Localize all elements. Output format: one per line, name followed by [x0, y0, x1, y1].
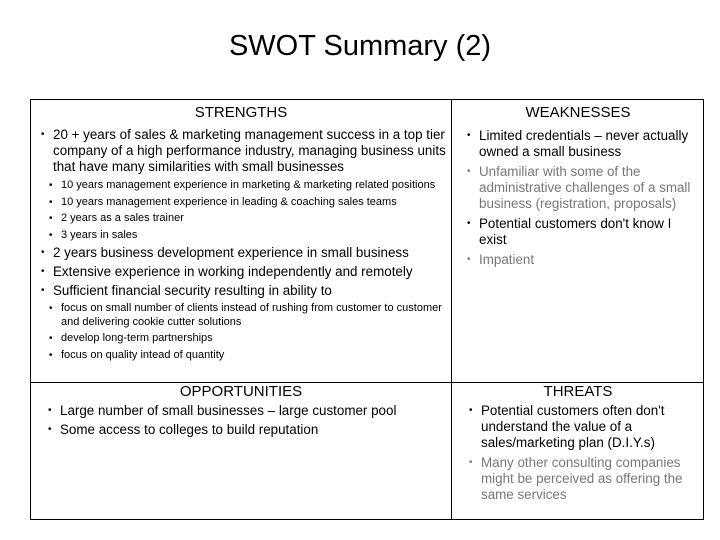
- list-item: • Large number of small businesses – large customer pool: [60, 403, 451, 419]
- list-item: • Potential customers don't know I exist: [479, 216, 702, 248]
- list-item: • develop long-term partnerships: [61, 332, 447, 346]
- list-item: • Unfamiliar with some of the administrative challenges of a small business (registration, proposals): [479, 164, 702, 212]
- list-item: • focus on quality intead of quantity: [61, 349, 447, 363]
- opportunities-list: [31, 403, 451, 438]
- strengths-sublist-a: [31, 179, 451, 242]
- weaknesses-heading: WEAKNESSES: [525, 104, 631, 121]
- list-item: • Many other consulting companies might be perceived as offering the same services: [481, 455, 702, 503]
- list-item: • 3 years in sales: [61, 229, 447, 243]
- list-item: • Potential customers often don't understand the value of a sales/marketing plan (D.I.Y.s): [481, 403, 702, 451]
- swot-grid: [30, 99, 704, 520]
- strengths-sublist-b: [31, 302, 451, 362]
- list-item: • 10 years management experience in marketing & marketing related positions: [61, 179, 447, 193]
- threats-list: [452, 403, 704, 503]
- list-item: • 2 years business development experience in small business: [53, 245, 449, 261]
- list-item: • Sufficient financial security resulting in ability to: [53, 283, 449, 299]
- strengths-quadrant: [31, 100, 451, 365]
- strengths-heading: STRENGTHS: [194, 104, 288, 121]
- list-item: • 2 years as a sales trainer: [61, 212, 447, 226]
- opportunities-heading: OPPORTUNITIES: [179, 383, 303, 400]
- page-title: SWOT Summary (2): [228, 30, 492, 62]
- strengths-list-b: [31, 245, 451, 299]
- list-item: • Impatient: [479, 252, 702, 268]
- list-item: • 20 + years of sales & marketing management success in a top tier company of a high performance industry, managing business units that have many similarities with small businesses: [53, 127, 449, 175]
- strengths-list-a: [31, 127, 451, 175]
- list-item: • Extensive experience in working independently and remotely: [53, 264, 449, 280]
- list-item: • Some access to colleges to build reputation: [60, 422, 451, 438]
- list-item: • Limited credentials – never actually owned a small business: [479, 128, 702, 160]
- threats-quadrant: [452, 383, 704, 507]
- opportunities-quadrant: [31, 383, 451, 441]
- list-item: • focus on small number of clients instead of rushing from customer to customer and delivering cookie cutter solutions: [61, 302, 447, 329]
- threats-heading: THREATS: [543, 383, 613, 400]
- list-item: • 10 years management experience in leading & coaching sales teams: [61, 196, 447, 210]
- weaknesses-quadrant: [452, 100, 704, 272]
- weaknesses-list: [452, 128, 704, 268]
